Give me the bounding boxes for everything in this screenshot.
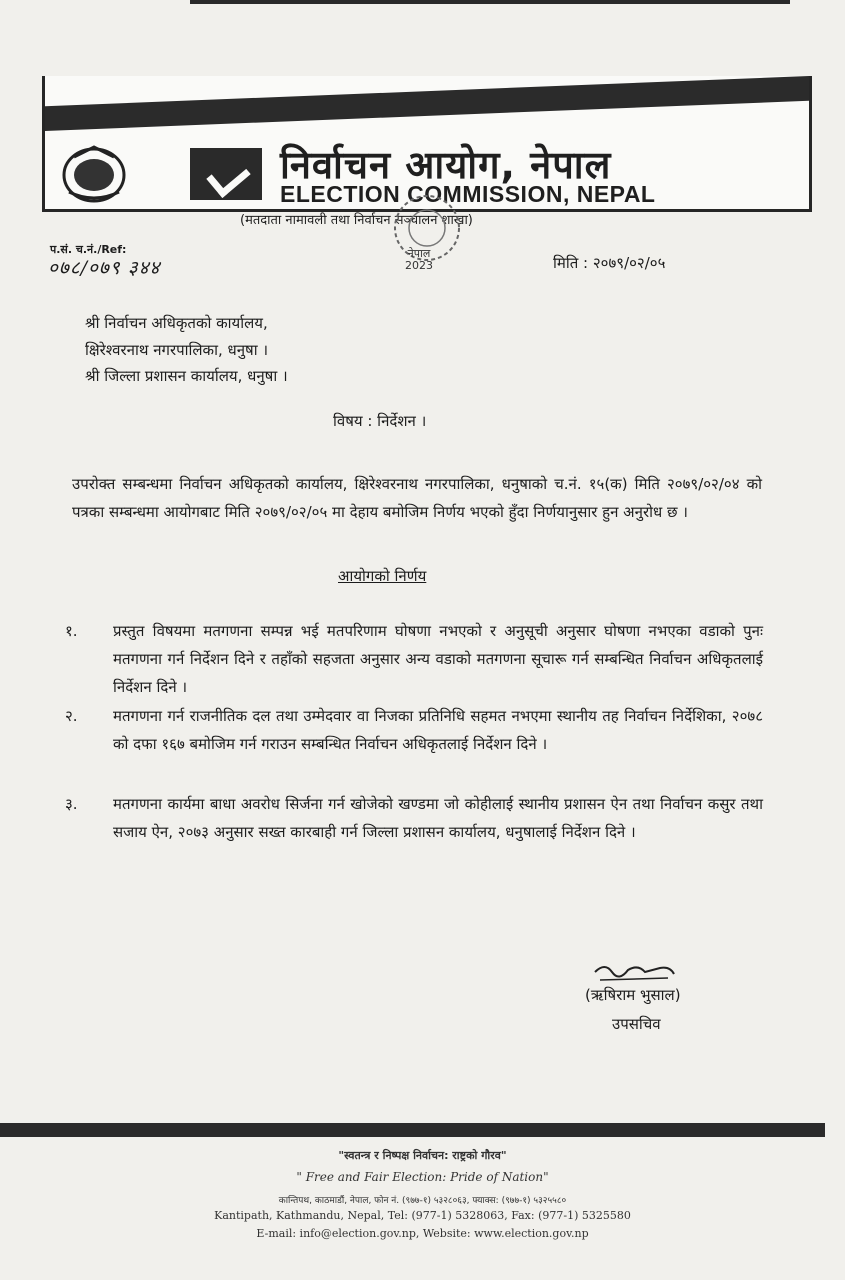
decision-text: प्रस्तुत विषयमा मतगणना सम्पन्न भई मतपरिणाम घोषणा नभएको र अनुसूची अनुसार घोषणा नभएका वडाको पुनः मतगणना गर्न निर्देशन दिने र तहाँको सहजता अनुसार अन्य वडाको मतगणना सूचारू गर्न सम्बन्धित निर्वाचन अधिकृतलाई निर्देशन दिने । xyxy=(113,622,763,696)
decision-number: १. xyxy=(65,622,78,640)
reference-number: ०७८/०७९ ३४४ xyxy=(48,257,161,279)
signatory-name: (ऋषिराम भुसाल) xyxy=(585,986,681,1004)
section-name: (मतदाता नामावली तथा निर्वाचन सञ्चालन शाखा) xyxy=(240,213,473,228)
letterhead-bar xyxy=(45,76,809,131)
decision-text: मतगणना कार्यमा बाधा अवरोध सिर्जना गर्न खोजेको खण्डमा जो कोहीलाई स्थानीय प्रशासन ऐन तथा निर्वाचन कसुर तथा सजाय ऐन, २०७३ अनुसार सख्त कारबाही गर्न जिल्ला प्रशासन कार्यालय, धनुषालाई निर्देशन दिने । xyxy=(113,795,763,841)
decision-number: २. xyxy=(65,707,78,725)
footer-motto-english: " Free and Fair Election: Pride of Nation" xyxy=(296,1170,549,1184)
recipient-line: क्षिरेश्वरनाथ नगरपालिका, धनुषा । xyxy=(85,341,269,359)
subject-line: विषय : निर्देशन । xyxy=(333,412,427,430)
organization-name-english: ELECTION COMMISSION, NEPAL xyxy=(280,181,656,207)
decision-text: मतगणना गर्न राजनीतिक दल तथा उम्मेदवार वा निजका प्रतिनिधि सहमत नभएमा स्थानीय तह निर्वाचन निर्देशिका, २०७८ को दफा १६७ बमोजिम गर्न गराउन सम्बन्धित निर्वाचन अधिकृतलाई निर्देशन दिने । xyxy=(113,707,763,753)
footer-contact: E-mail: info@election.gov.np, Website: www.election.gov.np xyxy=(256,1227,589,1240)
recipient-line: श्री निर्वाचन अधिकृतको कार्यालय, xyxy=(85,314,268,332)
top-edge-band xyxy=(190,0,790,4)
nepal-emblem-icon xyxy=(59,142,129,204)
footer-bar xyxy=(0,1123,825,1137)
footer-address-english: Kantipath, Kathmandu, Nepal, Tel: (977-1) 5328063, Fax: (977-1) 5325580 xyxy=(214,1209,631,1222)
stamp-text: नेपाल 2023 xyxy=(405,247,433,272)
reference-label: प.सं. च.नं./Ref: xyxy=(50,243,127,256)
letter-date: मिति : २०७९/०२/०५ xyxy=(553,254,666,272)
commission-logo-icon xyxy=(190,148,262,200)
footer-address-nepali: कान्तिपथ, काठमाडौं, नेपाल, फोन नं. (९७७-१) ५३२८०६३, फ्याक्स: (९७७-१) ५३२५५८० xyxy=(278,1196,567,1206)
decision-heading: आयोगको निर्णय xyxy=(338,567,427,585)
recipient-line: श्री जिल्ला प्रशासन कार्यालय, धनुषा । xyxy=(85,367,288,385)
signatory-title: उपसचिव xyxy=(612,1015,661,1033)
organization-name-nepali: निर्वाचन आयोग, नेपाल xyxy=(280,143,612,187)
body-paragraph: उपरोक्त सम्बन्धमा निर्वाचन अधिकृतको कार्यालय, क्षिरेश्वरनाथ नगरपालिका, धनुषाको च.नं. १५(क) मिति २०७९/०२/०४ को पत्रका सम्बन्धमा आयोगबाट मिति २०७९/०२/०५ मा देहाय बमोजिम निर्णय भएको हुँदा निर्णयानुसार हुन अनुरोध छ । xyxy=(72,475,762,521)
footer-motto-nepali: "स्वतन्त्र र निष्पक्ष निर्वाचन: राष्ट्रको गौरव" xyxy=(338,1149,507,1162)
decision-number: ३. xyxy=(65,795,78,813)
